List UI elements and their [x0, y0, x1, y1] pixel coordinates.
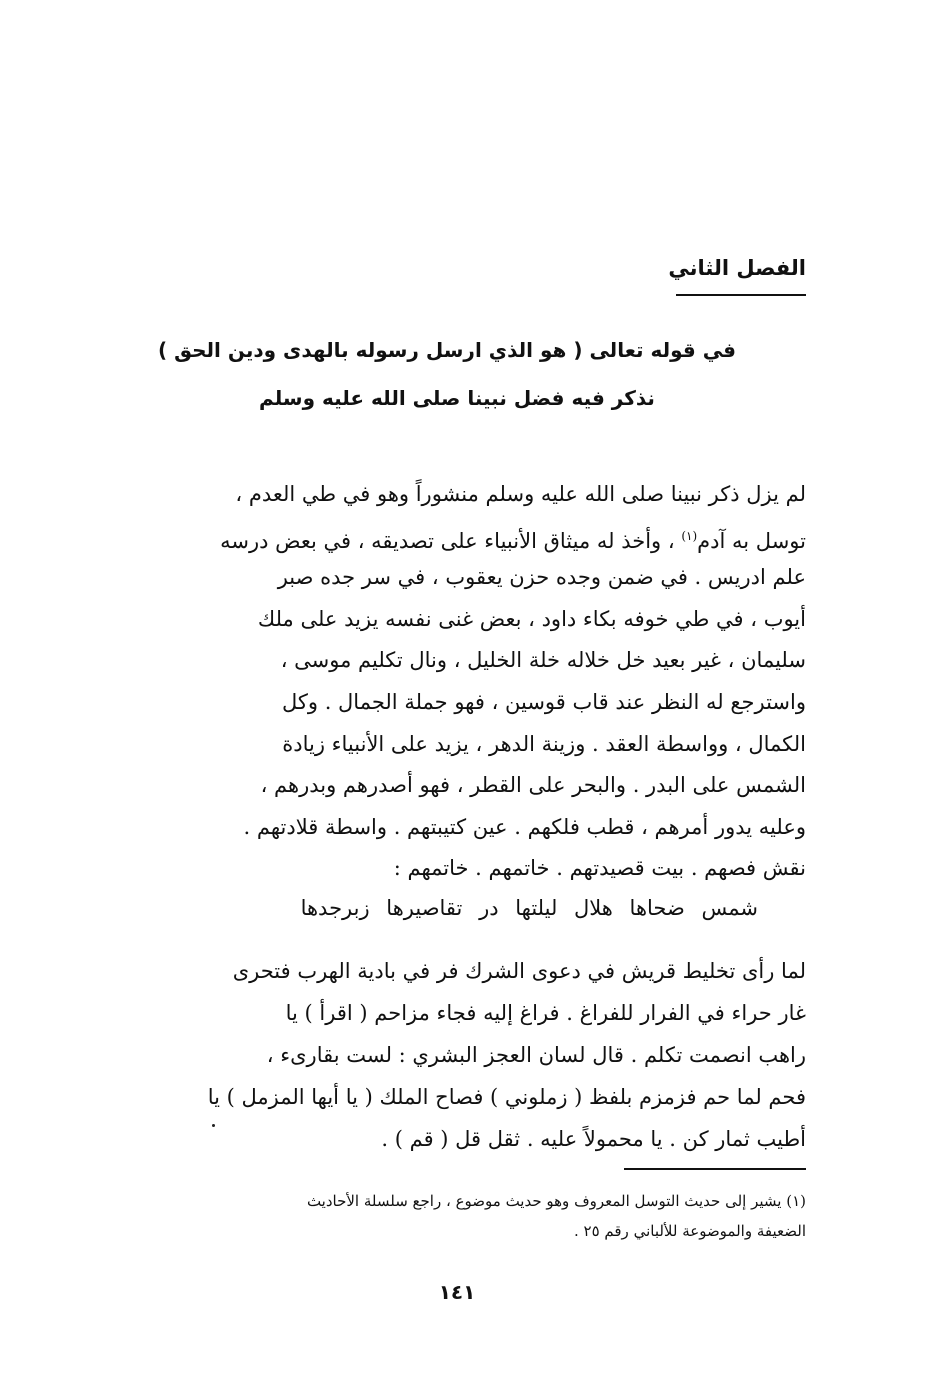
- footnote: [116, 1186, 806, 1246]
- body-line-start: توسل به آدم: [697, 528, 806, 553]
- section-heading-line-2: نذكر فيه فضل نبينا صلى الله عليه وسلم: [259, 386, 655, 410]
- body-line: أيوب ، في طي خوفه بكاء داود ، بعض غنى نفسه يزيد على ملك: [257, 606, 806, 631]
- body-line: لما رأى تخليط قريش في دعوى الشرك فر في بادية الهرب فتحرى: [232, 959, 806, 983]
- section-heading-line-1: في قوله تعالى ( هو الذي ارسل رسوله بالهدى ودين الحق ): [157, 338, 737, 362]
- body-line: الكمال ، وواسطة العقد . وزينة الدهر ، يزيد على الأنبياء زيادة: [282, 731, 806, 756]
- body-line: غار حراء في الفرار للفراغ . فراغ إليه فجاء مزاحم ( اقرأ ) يا: [285, 1001, 806, 1025]
- body-line-rest: ، وأخذ له ميثاق الأنبياء على تصديقه ، في بعض درسه: [220, 528, 682, 553]
- body-line: فحم لما حم فزمزم بلفظ ( زملوني ) فصاح الملك ( يا أيها المزمل ) يا: [207, 1085, 806, 1109]
- chapter-title-underline: [676, 294, 806, 296]
- body-line: الشمس على البدر . والبحر على القطر ، فهو أصدرهم وبدرهم ،: [260, 773, 806, 798]
- body-line: وعليه يدور أمرهم ، قطب فلكهم . عين كتيبتهم . واسطة قلادتهم .: [243, 814, 806, 839]
- body-line: نقش فصهم . بيت قصيدتهم . خاتمهم . خاتمهم :: [393, 856, 806, 881]
- body-line: علم ادريس . في ضمن وجده حزن يعقوب ، في سر جده صبر: [277, 565, 806, 590]
- body-paragraph-2: [116, 950, 806, 1160]
- body-line: أطيب ثمار كن . يا محمولاً عليه . ثقل قل ( قم ) .: [381, 1127, 806, 1151]
- chapter-title: الفصل الثاني: [668, 256, 806, 280]
- footnote-separator: [624, 1168, 806, 1170]
- body-line: [116, 516, 806, 558]
- body-line: راهب انصمت تكلم . قال لسان العجز البشري : لست بقارىء ،: [266, 1043, 806, 1067]
- footnote-line: الضعيفة والموضوعة للألباني رقم ٢٥ .: [573, 1222, 806, 1240]
- body-line: لم يزل ذكر نبينا صلى الله عليه وسلم منشوراً وهو في طي العدم ،: [235, 482, 806, 506]
- body-line: واسترجع له النظر عند قاب قوسين ، فهو جملة الجمال . وكل: [281, 689, 806, 714]
- body-paragraph-1: [116, 474, 806, 890]
- stray-mark: [212, 1124, 215, 1127]
- footnote-line: (١) يشير إلى حديث التوسل المعروف وهو حديث موضوع ، راجع سلسلة الأحاديث: [306, 1192, 806, 1210]
- footnote-marker: (١): [681, 528, 698, 543]
- body-line: سليمان ، غير بعيد خل خلاله خلة الخليل ، ونال تكليم موسى ،: [280, 648, 806, 673]
- page-number: ١٤١: [438, 1280, 476, 1304]
- poem-verse: شمس ضحاها هلال ليلتها در تقاصيرها زبرجدها: [300, 896, 758, 920]
